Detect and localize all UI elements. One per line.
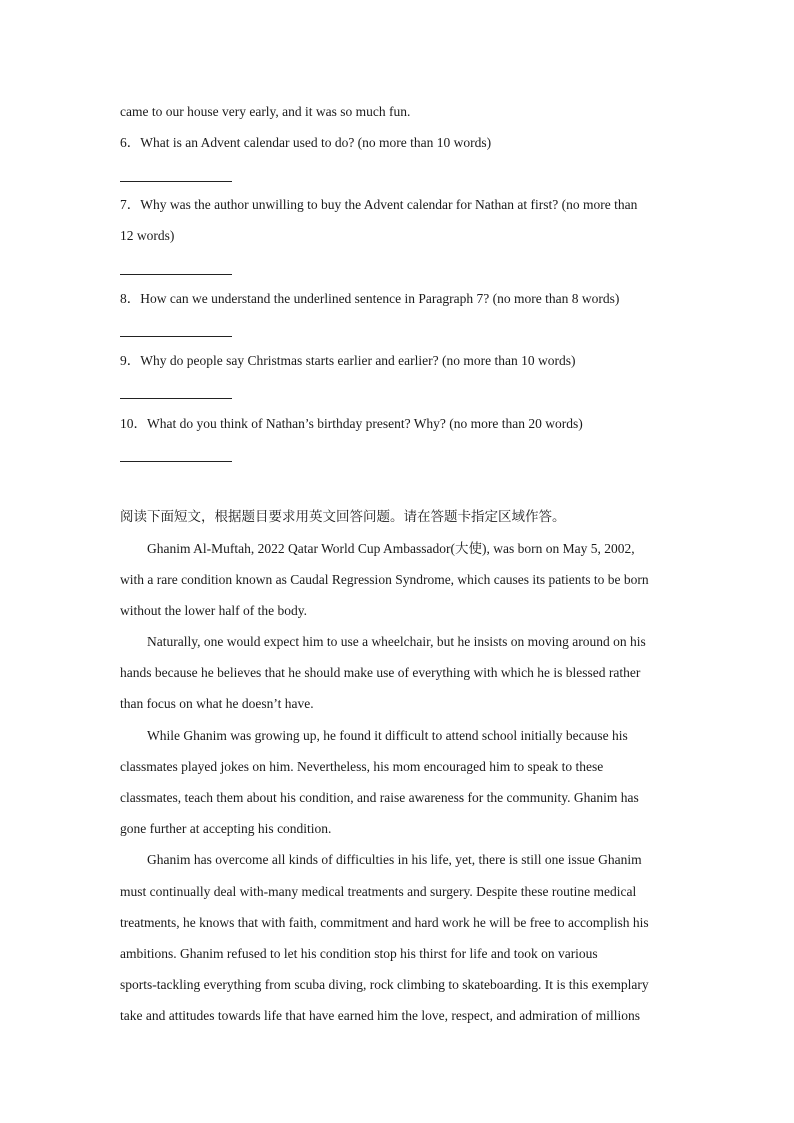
- question-9: [120, 352, 576, 370]
- passage-line: gone further at accepting his condition.: [120, 821, 332, 836]
- passage-line: sports-tackling everything from scuba diving, rock climbing to skateboarding. It is this exemplary: [120, 977, 649, 992]
- answer-blank-9[interactable]: [120, 398, 232, 399]
- reading-instruction: 阅读下面短文，根据题目要求用英文回答问题。请在答题卡指定区域作答。: [120, 509, 566, 525]
- question-text: Why was the author unwilling to buy the Advent calendar for Nathan at first? (no more than: [140, 197, 638, 212]
- answer-blank-8[interactable]: [120, 336, 232, 337]
- question-text: What is an Advent calendar used to do? (no more than 10 words): [140, 135, 492, 150]
- passage-line: take and attitudes towards life that have earned him the love, respect, and admiration of millions: [120, 1008, 640, 1023]
- answer-blank-10[interactable]: [120, 461, 232, 462]
- question-number: 6．: [120, 135, 141, 150]
- passage-line: classmates, teach them about his condition, and raise awareness for the community. Ghanim has: [120, 790, 639, 805]
- question-7: [120, 196, 637, 214]
- question-7-continuation: 12 words): [120, 228, 175, 243]
- question-10: [120, 415, 583, 433]
- question-6: [120, 134, 491, 152]
- answer-blank-6[interactable]: [120, 181, 232, 182]
- passage-line: Naturally, one would expect him to use a wheelchair, but he insists on moving around on his: [147, 634, 646, 649]
- question-text: How can we understand the underlined sentence in Paragraph 7? (no more than 8 words): [140, 291, 620, 306]
- question-number: 7．: [120, 197, 141, 212]
- continuation-text: came to our house very early, and it was so much fun.: [120, 104, 411, 119]
- passage-line: treatments, he knows that with faith, commitment and hard work he will be free to accomplish his: [120, 915, 649, 930]
- passage-line: Ghanim Al-Muftah, 2022 Qatar World Cup Ambassador(大使), was born on May 5, 2002,: [147, 541, 635, 556]
- question-8: [120, 290, 619, 308]
- passage-line: without the lower half of the body.: [120, 603, 307, 618]
- passage-line: must continually deal with-many medical treatments and surgery. Despite these routine medical: [120, 884, 637, 899]
- passage-line: While Ghanim was growing up, he found it difficult to attend school initially because his: [147, 728, 628, 743]
- passage-line: ambitions. Ghanim refused to let his condition stop his thirst for life and took on various: [120, 946, 598, 961]
- answer-blank-7[interactable]: [120, 274, 232, 275]
- question-text: Why do people say Christmas starts earlier and earlier? (no more than 10 words): [140, 353, 576, 368]
- question-number: 8．: [120, 291, 141, 306]
- question-number: 10．: [120, 416, 147, 431]
- question-text: What do you think of Nathan’s birthday present? Why? (no more than 20 words): [147, 416, 583, 431]
- passage-line: hands because he believes that he should make use of everything with which he is blessed rather: [120, 665, 641, 680]
- passage-line: Ghanim has overcome all kinds of difficulties in his life, yet, there is still one issue Ghanim: [147, 852, 642, 867]
- passage-line: classmates played jokes on him. Nevertheless, his mom encouraged him to speak to these: [120, 759, 604, 774]
- passage-line: than focus on what he doesn’t have.: [120, 696, 314, 711]
- passage-line: with a rare condition known as Caudal Regression Syndrome, which causes its patients to be born: [120, 572, 649, 587]
- question-number: 9．: [120, 353, 141, 368]
